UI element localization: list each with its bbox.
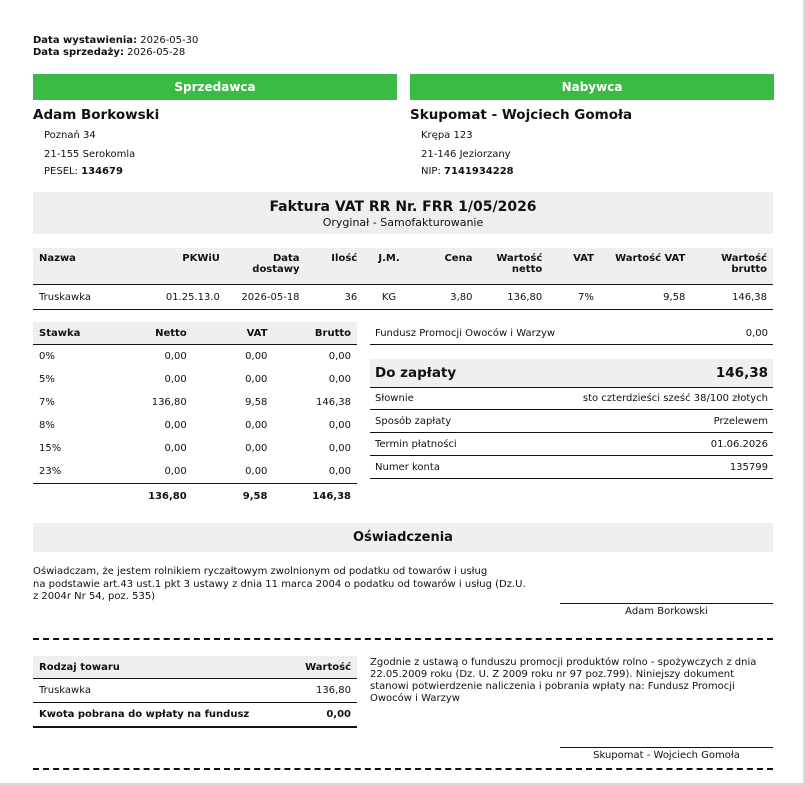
buyer-name: Skupomat - Wojciech Gomoła — [410, 107, 633, 123]
payment-summary — [370, 322, 773, 479]
table-row: 8% 0,00 0,00 0,00 — [39, 420, 351, 431]
issue-date: Data wystawienia: 2026-05-30 — [33, 35, 199, 46]
seller-street: Poznań 34 — [44, 130, 96, 141]
col-date: Data dostawy — [226, 248, 306, 285]
invoice-title-box — [33, 192, 773, 234]
statement-text: Oświadczam, że jestem rolnikiem ryczałtowym zwolnionym od podatku od towarów i usług na podstawie art.43 ust.1 pkt 3 ustawy z dnia 11 marca 2004 o podatku od towarów i usług (Dz.U. z 2004r Nr 54, poz. 535) — [33, 566, 526, 602]
col-vat: VAT — [548, 248, 600, 285]
seller-name: Adam Borkowski — [33, 107, 160, 123]
seller-signature: Adam Borkowski — [560, 603, 773, 617]
table-row: 0% 0,00 0,00 0,00 — [39, 351, 351, 362]
table-row: Truskawka 01.25.13.0 2026-05-18 36 KG 3,80 136,80 7% 9,58 146,38 — [33, 285, 773, 310]
col-qty: Ilość — [306, 248, 364, 285]
buyer-nip: NIP: 7141934228 — [421, 166, 514, 177]
invoice-title: Faktura VAT RR Nr. FRR 1/05/2026 — [269, 199, 537, 215]
buyer-city: 21-146 Jeziorzany — [421, 149, 511, 160]
invoice-subtitle: Oryginał - Samofakturowanie — [322, 216, 484, 229]
table-row: 23% 0,00 0,00 0,00 — [39, 466, 351, 477]
items-table — [33, 248, 773, 310]
col-price: Cena — [415, 248, 479, 285]
seller-header: Sprzedawca — [33, 74, 397, 100]
table-row: Truskawka 136,80 — [33, 679, 357, 703]
col-name: Nazwa — [33, 248, 154, 285]
buyer-street: Krępa 123 — [421, 130, 473, 141]
rates-total-row: 136,80 9,58 146,38 — [33, 484, 357, 509]
rates-header-row: Stawka Netto VAT Brutto — [33, 322, 357, 345]
col-gross: Wartość brutto — [691, 248, 773, 285]
vat-rates-table — [33, 322, 357, 508]
fund-row: Fundusz Promocji Owoców i Warzyw 0,00 — [370, 322, 773, 345]
due-date-row: Termin płatności 01.06.2026 — [370, 433, 773, 456]
amount-in-words-row: Słownie sto czterdzieści sześć 38/100 złotych — [370, 388, 773, 410]
payment-method-row: Sposób zapłaty Przelewem — [370, 410, 773, 433]
seller-pesel: PESEL: 134679 — [44, 166, 123, 177]
table-row: 7% 136,80 9,58 146,38 — [39, 397, 351, 408]
col-pkwiu: PKWiU — [154, 248, 226, 285]
cut-line-bottom — [33, 768, 773, 770]
dates-block — [33, 35, 198, 59]
seller-city: 21-155 Serokomla — [44, 149, 136, 160]
fund-header-row: Rodzaj towaru Wartość — [33, 656, 357, 679]
fund-table — [33, 656, 357, 728]
cut-line — [33, 638, 773, 640]
col-unit: J.M. — [363, 248, 415, 285]
col-net: Wartość netto — [478, 248, 548, 285]
table-row: 5% 0,00 0,00 0,00 — [39, 374, 351, 385]
table-row: 15% 0,00 0,00 0,00 — [39, 443, 351, 454]
items-header-row — [33, 248, 773, 285]
total-to-pay-row: Do zapłaty 146,38 — [370, 359, 773, 388]
sale-date: Data sprzedaży: 2026-05-28 — [33, 47, 186, 58]
statements-header: Oświadczenia — [33, 523, 773, 552]
buyer-signature: Skupomat - Wojciech Gomoła — [560, 747, 773, 761]
fund-total-row: Kwota pobrana do wpłaty na fundusz 0,00 — [33, 703, 357, 728]
account-number-row: Numer konta 135799 — [370, 456, 773, 479]
buyer-header: Nabywca — [410, 74, 774, 100]
col-vat-value: Wartość VAT — [600, 248, 691, 285]
fund-note: Zgodnie z ustawą o funduszu promocji produktów rolno - spożywczych z dnia 22.05.2009 roku (Dz. U. Z 2009 roku nr 97 poz.799). Niniejszy dokument stanowi potwierdzenie naliczenia i pobrania wpłaty na: Fundusz Promocji Owoców i Warzyw — [370, 657, 757, 704]
